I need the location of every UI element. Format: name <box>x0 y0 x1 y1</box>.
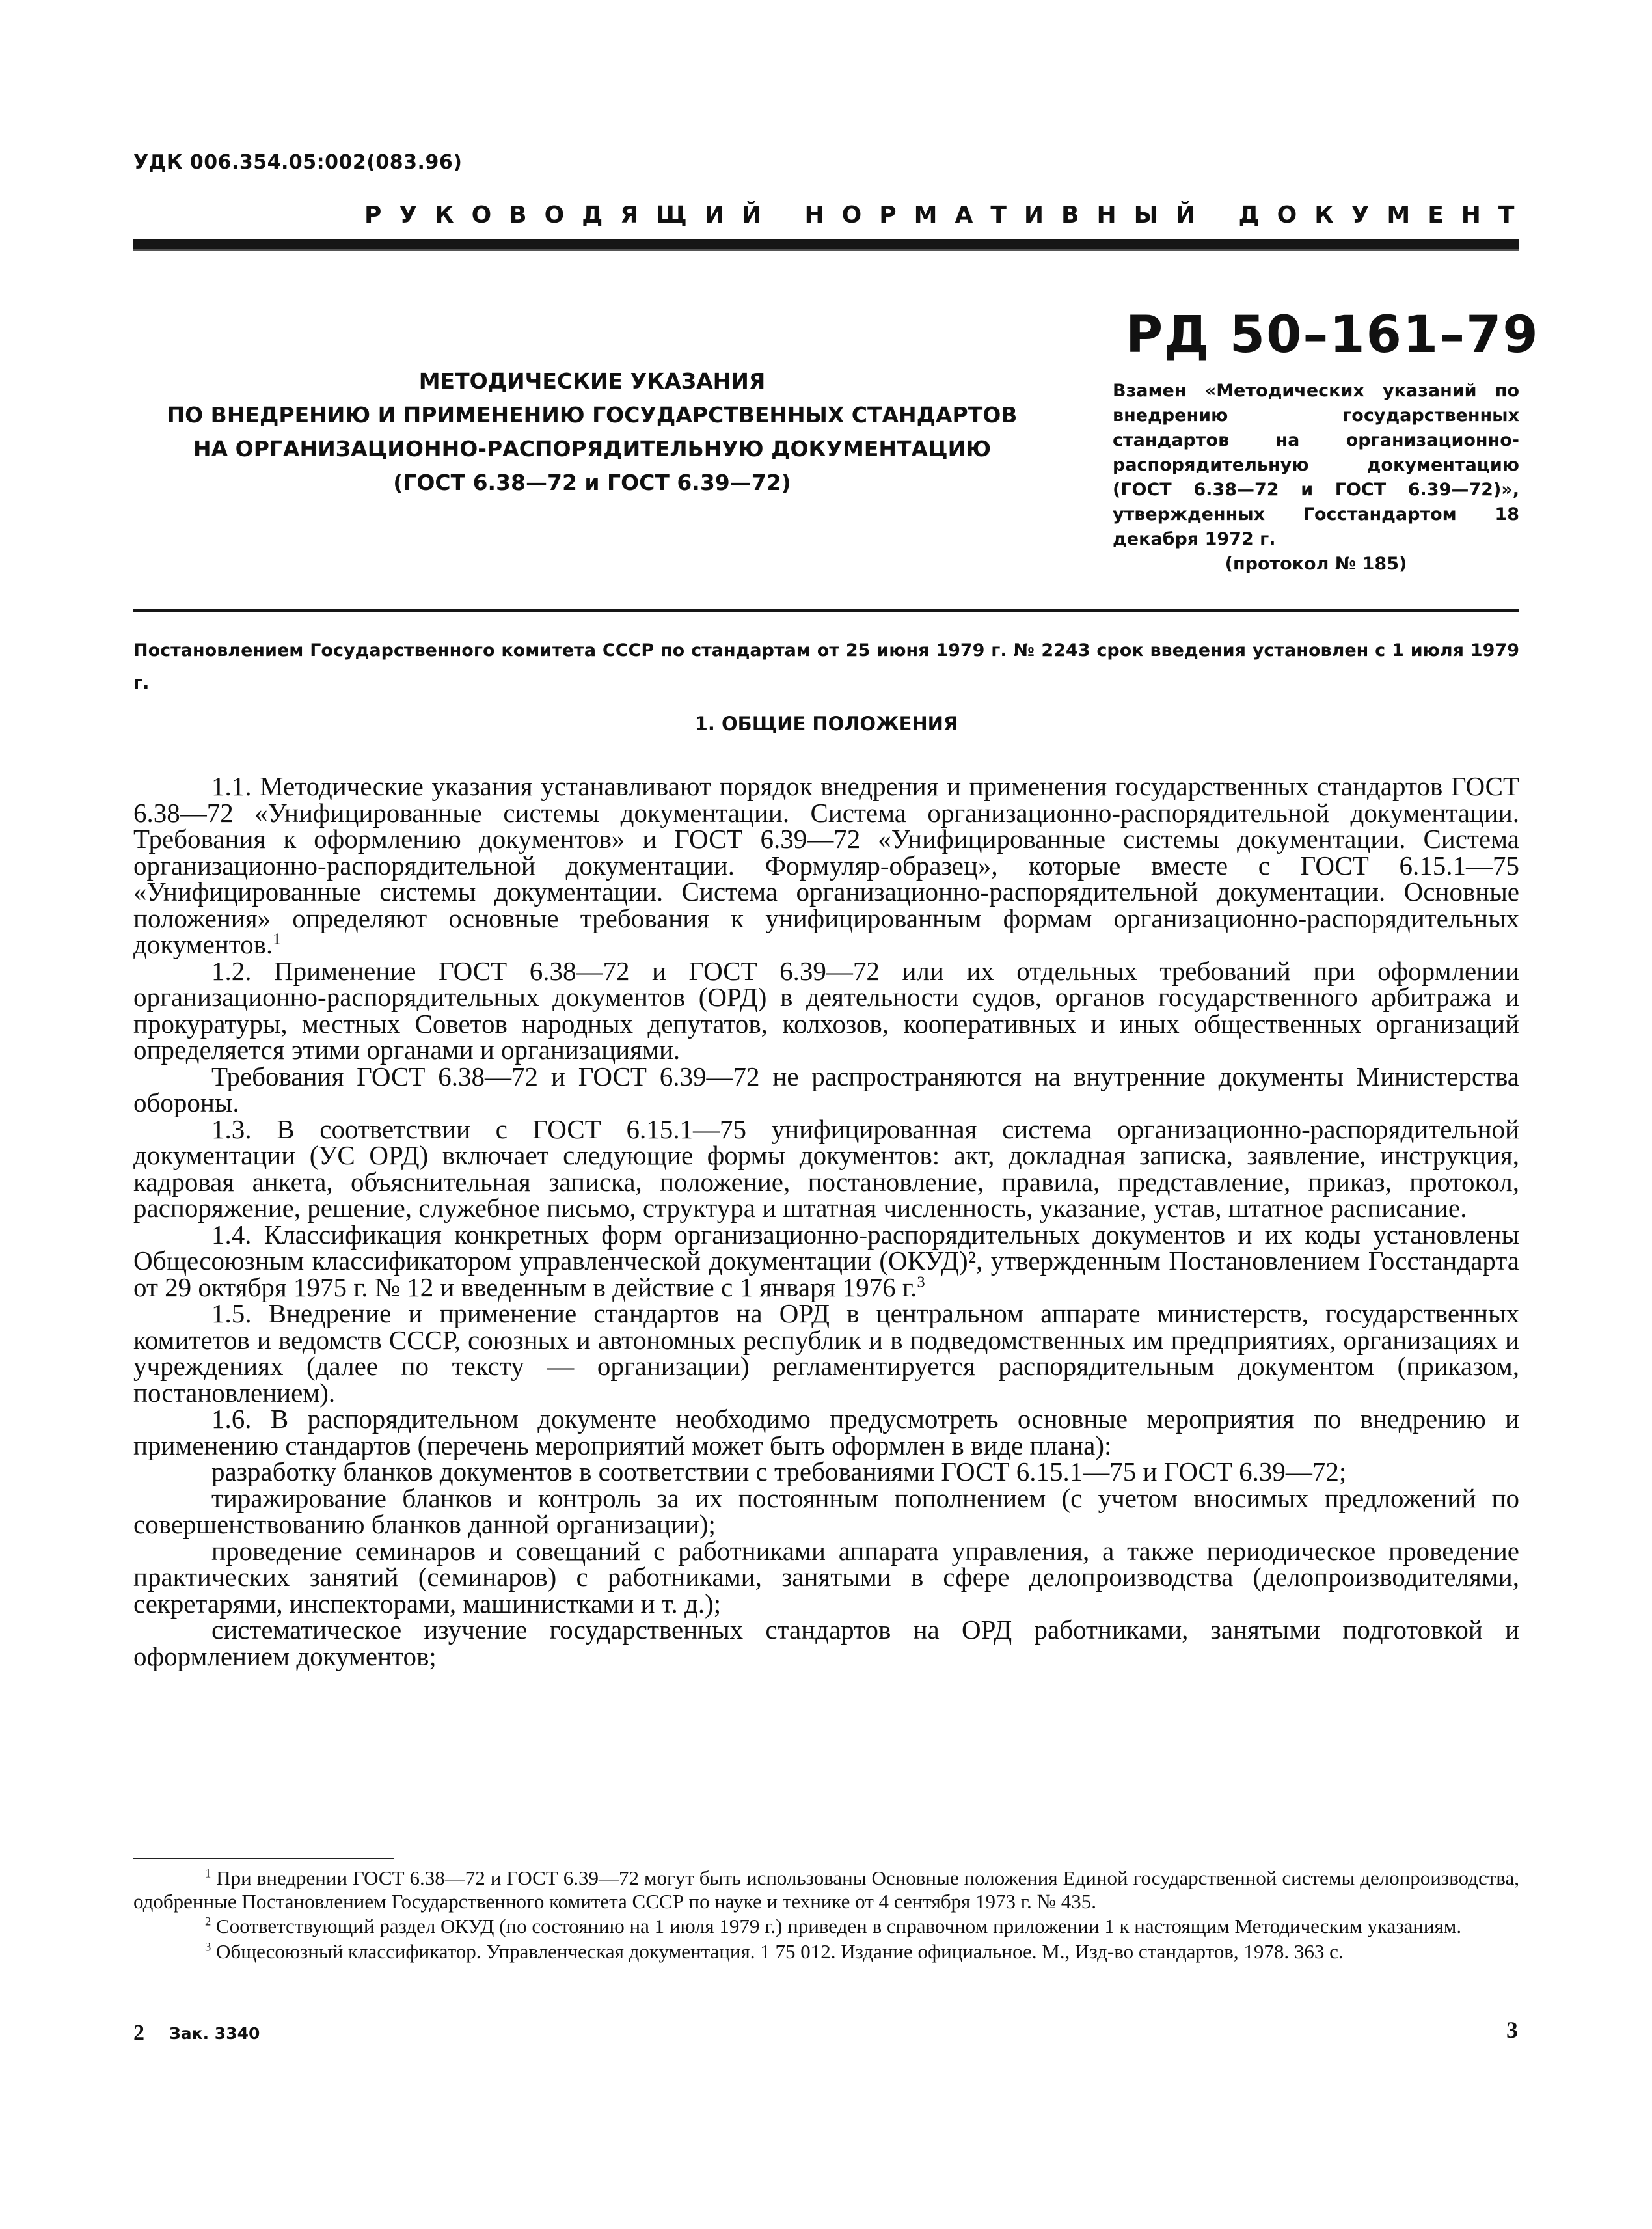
list-item: проведение семинаров и совещаний с работниками аппарата управления, а также периодическое проведение практических занятий (семинаров) с работниками, занятыми в сфере делопроизводства (делопроизводителями, секретарями, инспекторами, машинистками и т. д.); <box>133 1535 1519 1619</box>
list-item: систематическое изучение государственных стандартов на ОРД работниками, занятыми подготовкой и оформлением документов; <box>133 1615 1519 1671</box>
list-item: тиражирование бланков и контроль за их постоянным пополнением (с учетом вносимых предложений по совершенствованию бланков данной организации); <box>133 1483 1519 1539</box>
footnote: $^2$ Соответствующий раздел ОКУД (по состоянию на 1 июля 1979 г.) приведен в справочном приложении 1 к настоящим Методическим указаниям. <box>205 1915 1462 1937</box>
signature-number: 2 <box>133 2021 144 2045</box>
list-item: разработку бланков документов в соответствии с требованиями ГОСТ 6.15.1—75 и ГОСТ 6.39—72; <box>211 1456 1347 1486</box>
footnote-ref: 1 <box>273 930 281 948</box>
footnotes <box>133 1867 1519 1965</box>
title-rule <box>133 609 1519 612</box>
footnote: $^1$ При внедрении ГОСТ 6.38—72 и ГОСТ 6.39—72 могут быть использованы Основные положения Единой государственной системы делопроизводства, одобренные Постановлением Государственного комитета СССР по науке и технике от 4 сентября 1973 г. № 435. <box>133 1867 1519 1913</box>
footnote-mark: 2 <box>205 1915 211 1929</box>
paragraph: 1.6. В распорядительном документе необходимо предусмотреть основные мероприятия по внедрению и применению стандартов (перечень мероприятий может быть оформлен в виде плана): <box>133 1404 1519 1460</box>
document-series-heading: РУКОВОДЯЩИЙ НОРМАТИВНЫЙ ДОКУМЕНТ <box>364 202 1532 228</box>
header-rule-thin <box>133 249 1519 251</box>
header-rule <box>133 239 1519 249</box>
title-line: (ГОСТ 6.38—72 и ГОСТ 6.39—72) <box>393 470 791 495</box>
footnote-mark: 1 <box>205 1867 211 1881</box>
title-line: ПО ВНЕДРЕНИЮ И ПРИМЕНЕНИЮ ГОСУДАРСТВЕННЫХ СТАНДАРТОВ <box>167 402 1018 428</box>
title-line: МЕТОДИЧЕСКИЕ УКАЗАНИЯ <box>418 368 766 394</box>
paragraph: 1.3. В соответствии с ГОСТ 6.15.1—75 унифицированная система организационно-распорядительной документации (УС ОРД) включает следующие формы документов: акт, докладная записка, заявление, инструкция, кадровая анкета, объяснительная записка, положение, постановление, правила, представление, приказ, протокол, распоряжение, решение, служебное письмо, структура и штатная численность, указание, устав, штатное расписание. <box>133 1114 1519 1223</box>
footnote-rule <box>133 1858 394 1859</box>
title-line: НА ОРГАНИЗАЦИОННО-РАСПОРЯДИТЕЛЬНУЮ ДОКУМЕНТАЦИЮ <box>193 436 991 461</box>
order-number: Зак. 3340 <box>169 2024 260 2043</box>
page-number: 3 <box>1506 2017 1518 2043</box>
footnote-mark: 3 <box>205 1940 211 1954</box>
document-code: РД 50–161–79 <box>1126 306 1539 364</box>
paragraph: 1.5. Внедрение и применение стандартов на ОРД в центральном аппарате министерств, государственных комитетов и ведомств СССР, союзных и автономных республик и в подведомственных им предприятиях, организациях и учреждениях (далее по тексту — организации) регламентируется распорядительным документом (приказом, постановлением). <box>133 1298 1519 1408</box>
replacement-text: Взамен «Методических указаний по внедрению государственных стандартов на организационно-распорядительную документацию (ГОСТ 6.38—72 и ГОСТ 6.39—72)», утвержденных Госстандартом 18 декабря 1972 г. <box>1113 381 1519 549</box>
resolution-note: Постановлением Государственного комитета СССР по стандартам от 25 июня 1979 г. № 2243 срок введения установлен с 1 июля 1979 г. <box>133 640 1519 693</box>
replacement-protocol: (протокол № 185) <box>1225 554 1407 574</box>
footnote: $^3$ Общесоюзный классификатор. Управленческая документация. 1 75 012. Издание официальное. М., Изд-во стандартов, 1978. 363 с. <box>205 1939 1344 1963</box>
replacement-note <box>1113 379 1519 577</box>
paragraph: 1.1. Методические указания устанавливают порядок внедрения и применения государственных стандартов ГОСТ 6.38—72 «Унифицированные системы документации. Система организационно-распорядительной документации. Требования к оформлению документов» и ГОСТ 6.39—72 «Унифицированные системы документации. Система организационно-распорядительной документации. Формуляр-образец», которые вместе с ГОСТ 6.15.1—75 «Унифицированные системы документации. Система организационно-распорядительной документации. Основные положения» определяют основные требования к унифицированным формам организационно-распорядительных документов.$^1$ <box>133 771 1519 959</box>
paragraph: 1.4. Классификация конкретных форм организационно-распорядительных документов и их коды установлены Общесоюзным классификатором управленческой документации (ОКУД)², утвержденным Постановлением Госстандарта от 29 октября 1975 г. № 12 и введенным в действие с 1 января 1976 г.$^3$ <box>133 1219 1519 1302</box>
paragraph: Требования ГОСТ 6.38—72 и ГОСТ 6.39—72 не распространяются на внутренние документы Министерства обороны. <box>133 1061 1519 1117</box>
document-title <box>133 364 1051 500</box>
paragraph: 1.2. Применение ГОСТ 6.38—72 и ГОСТ 6.39—72 или их отдельных требований при оформлении организационно-распорядительных документов (ОРД) в деятельности судов, органов государственного арбитража и прокуратуры, местных Советов народных депутатов, колхозов, кооперативных и иных общественных организаций определяется этими органами и организациями. <box>133 955 1519 1065</box>
body-text <box>133 773 1519 1669</box>
section-heading: 1. ОБЩИЕ ПОЛОЖЕНИЯ <box>694 713 958 735</box>
udk-code: УДК 006.354.05:002(083.96) <box>133 151 463 174</box>
footnote-ref: 3 <box>917 1272 925 1291</box>
